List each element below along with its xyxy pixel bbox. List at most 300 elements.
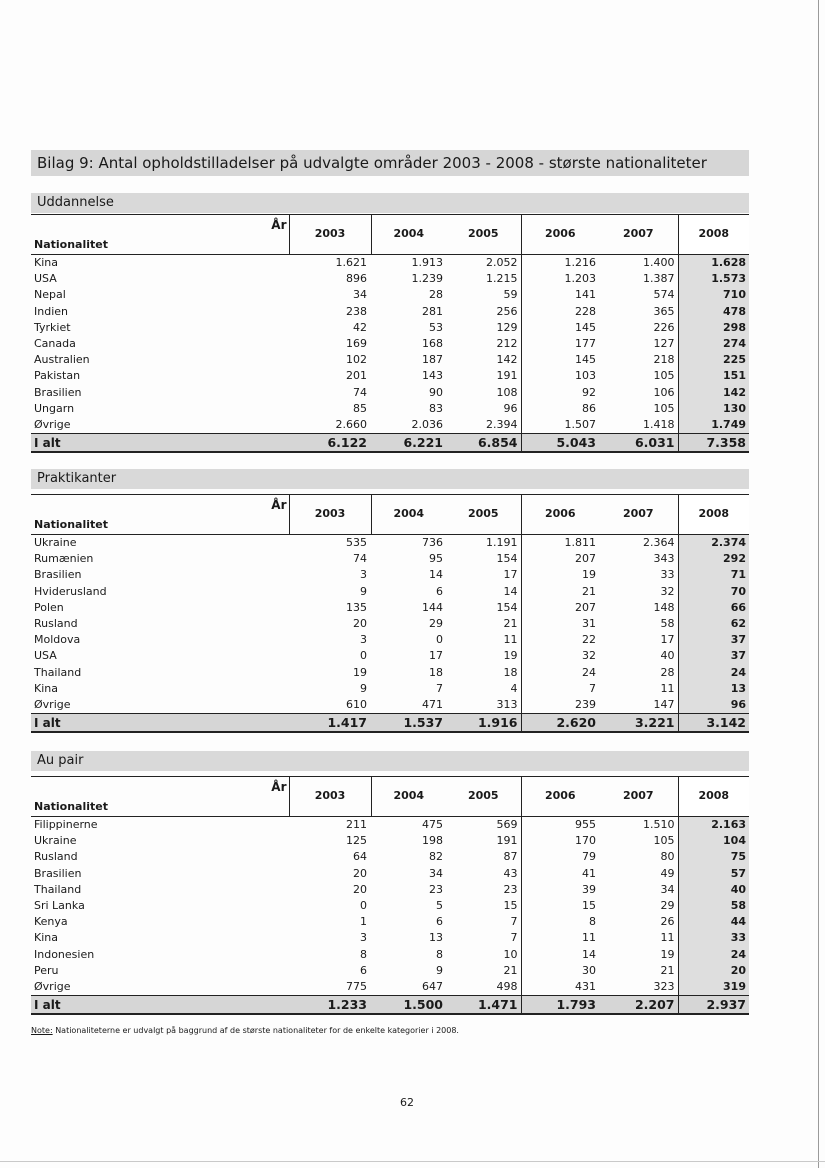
- value-2003: 74: [353, 385, 367, 399]
- value-2008: 151: [678, 368, 749, 384]
- header-year-2007: 2007: [599, 777, 678, 817]
- value-2003: 20: [353, 617, 367, 631]
- value-2007: 1.510: [599, 817, 678, 834]
- value-2006: 207: [575, 552, 596, 566]
- value-2005: 569: [446, 817, 521, 834]
- value-2005: 21: [446, 616, 521, 632]
- value-2005: 6.854: [446, 434, 521, 453]
- header-year-label: År: [271, 218, 287, 232]
- value-2008: 478: [678, 304, 749, 320]
- table-row: [31, 681, 749, 697]
- value-2005: 1.916: [446, 714, 521, 733]
- nationality-name: Øvrige: [34, 980, 71, 994]
- value-2004: 1.239: [411, 272, 443, 286]
- value-2003: 1.621: [335, 256, 367, 269]
- value-2005: 96: [446, 401, 521, 417]
- value-2006: 1.216: [564, 256, 596, 269]
- value-2008: 44: [678, 914, 749, 930]
- nationality-name: Øvrige: [34, 698, 71, 712]
- value-2008: 2.163: [678, 817, 749, 834]
- value-2003: 610: [346, 698, 367, 712]
- table-uddannelse: [31, 214, 749, 453]
- value-2003: 1.233: [289, 996, 371, 1015]
- value-2005: 18: [446, 665, 521, 681]
- total-label: I alt: [31, 434, 289, 453]
- value-2003: 85: [353, 401, 367, 415]
- value-2006: 228: [575, 304, 596, 318]
- value-2004: 7: [436, 681, 443, 695]
- value-2004: 29: [429, 617, 443, 631]
- nationality-name: Brasilien: [34, 866, 82, 880]
- value-2006: 19: [582, 568, 596, 582]
- value-2003: 74: [353, 552, 367, 566]
- value-2007: 226: [599, 320, 678, 336]
- value-2005: 59: [446, 287, 521, 303]
- value-2005: 7: [446, 914, 521, 930]
- value-2006: 32: [582, 649, 596, 663]
- value-2006: 177: [575, 337, 596, 351]
- nationality-name: Thailand: [34, 882, 82, 896]
- header-year-2007: 2007: [599, 215, 678, 255]
- total-row: [31, 434, 749, 453]
- table-row: [31, 417, 749, 434]
- header-year-2007: 2007: [599, 495, 678, 535]
- value-2003: 775: [346, 980, 367, 994]
- table-row: [31, 947, 749, 963]
- value-2008: 710: [678, 287, 749, 303]
- value-2007: 6.031: [599, 434, 678, 453]
- value-2004: 144: [422, 600, 443, 614]
- header-year-label: År: [271, 498, 287, 512]
- header-year-2006: 2006: [521, 215, 599, 255]
- value-2008: 71: [678, 567, 749, 583]
- value-2007: 21: [599, 963, 678, 979]
- value-2003: 42: [353, 320, 367, 334]
- value-2004: 1.500: [371, 996, 446, 1015]
- value-2003: 201: [346, 369, 367, 383]
- nationality-name: Canada: [34, 337, 76, 351]
- table-row: [31, 551, 749, 567]
- table-row: [31, 535, 749, 552]
- value-2008: 225: [678, 352, 749, 368]
- header-year-2005: 2005: [446, 215, 521, 255]
- value-2003: 1: [360, 915, 367, 929]
- value-2007: 127: [599, 336, 678, 352]
- value-2006: 86: [582, 401, 596, 415]
- value-2004: 647: [422, 980, 443, 994]
- value-2006: 15: [582, 899, 596, 913]
- value-2003: 135: [346, 600, 367, 614]
- header-year-label: År: [271, 780, 287, 794]
- value-2005: 21: [446, 963, 521, 979]
- value-2008: 96: [678, 697, 749, 714]
- header-year-2008: 2008: [678, 777, 749, 817]
- value-2007: 1.387: [599, 271, 678, 287]
- value-2007: 28: [599, 665, 678, 681]
- value-2005: 43: [446, 866, 521, 882]
- value-2005: 2.052: [446, 255, 521, 272]
- value-2008: 298: [678, 320, 749, 336]
- nationality-name: Brasilien: [34, 568, 82, 582]
- table-row: [31, 616, 749, 632]
- table-row: [31, 665, 749, 681]
- nationality-name: Rumænien: [34, 552, 94, 566]
- value-2005: 256: [446, 304, 521, 320]
- value-2007: 105: [599, 833, 678, 849]
- nationality-name: Brasilien: [34, 385, 82, 399]
- header-nationality: [31, 495, 289, 535]
- value-2005: 1.191: [446, 535, 521, 552]
- value-2006: 431: [575, 980, 596, 994]
- value-2005: 154: [446, 551, 521, 567]
- table-row: [31, 914, 749, 930]
- nationality-name: Rusland: [34, 617, 78, 631]
- value-2004: 198: [422, 834, 443, 848]
- value-2008: 37: [678, 648, 749, 664]
- value-2005: 313: [446, 697, 521, 714]
- table-row: [31, 304, 749, 320]
- nationality-name: USA: [34, 272, 57, 286]
- value-2006: 30: [582, 963, 596, 977]
- value-2004: 23: [429, 882, 443, 896]
- header-year-2003: 2003: [289, 495, 371, 535]
- value-2007: 106: [599, 385, 678, 401]
- table-row: [31, 882, 749, 898]
- page-edge-line: [818, 0, 819, 1168]
- value-2007: 323: [599, 979, 678, 996]
- value-2008: 104: [678, 833, 749, 849]
- value-2004: 28: [429, 288, 443, 302]
- nationality-name: Kina: [34, 256, 58, 269]
- value-2008: 13: [678, 681, 749, 697]
- table-row: [31, 866, 749, 882]
- value-2005: 4: [446, 681, 521, 697]
- value-2008: 274: [678, 336, 749, 352]
- value-2005: 17: [446, 567, 521, 583]
- header-nationality-label: Nationalitet: [34, 517, 108, 531]
- nationality-name: Kina: [34, 681, 58, 695]
- value-2003: 8: [360, 947, 367, 961]
- value-2007: 365: [599, 304, 678, 320]
- value-2007: 58: [599, 616, 678, 632]
- table-row: [31, 930, 749, 946]
- table-praktikanter: [31, 494, 749, 733]
- header-year-2005: 2005: [446, 777, 521, 817]
- header-year-2004: 2004: [371, 215, 446, 255]
- value-2006: 24: [582, 665, 596, 679]
- table-row: [31, 648, 749, 664]
- value-2003: 0: [360, 649, 367, 663]
- value-2004: 475: [422, 818, 443, 831]
- value-2007: 11: [599, 681, 678, 697]
- value-2003: 6.122: [289, 434, 371, 453]
- nationality-name: Polen: [34, 600, 64, 614]
- value-2007: 1.400: [599, 255, 678, 272]
- value-2004: 18: [429, 665, 443, 679]
- nationality-name: Rusland: [34, 850, 78, 864]
- value-2007: 40: [599, 648, 678, 664]
- nationality-name: Ungarn: [34, 401, 75, 415]
- value-2005: 129: [446, 320, 521, 336]
- value-2004: 1.537: [371, 714, 446, 733]
- value-2007: 29: [599, 898, 678, 914]
- page-number: 62: [400, 1096, 414, 1109]
- value-2006: 145: [575, 320, 596, 334]
- value-2007: 34: [599, 882, 678, 898]
- table-row: [31, 287, 749, 303]
- section-heading-uddannelse: Uddannelse: [31, 193, 749, 213]
- header-year-2003: 2003: [289, 777, 371, 817]
- value-2003: 3: [360, 931, 367, 945]
- value-2008: 7.358: [678, 434, 749, 453]
- value-2007: 19: [599, 947, 678, 963]
- table-au-pair: [31, 776, 749, 1015]
- nationality-name: Tyrkiet: [34, 320, 71, 334]
- value-2005: 212: [446, 336, 521, 352]
- value-2008: 319: [678, 979, 749, 996]
- value-2008: 62: [678, 616, 749, 632]
- header-year-2003: 2003: [289, 215, 371, 255]
- value-2005: 142: [446, 352, 521, 368]
- value-2004: 187: [422, 353, 443, 367]
- value-2003: 169: [346, 337, 367, 351]
- value-2004: 82: [429, 850, 443, 864]
- value-2004: 34: [429, 866, 443, 880]
- value-2004: 2.036: [411, 418, 443, 432]
- table-row: [31, 401, 749, 417]
- value-2005: 1.471: [446, 996, 521, 1015]
- table-row: [31, 320, 749, 336]
- value-2003: 9: [360, 584, 367, 598]
- value-2006: 41: [582, 866, 596, 880]
- value-2006: 207: [575, 600, 596, 614]
- value-2007: 2.364: [599, 535, 678, 552]
- value-2006: 11: [582, 931, 596, 945]
- value-2004: 6: [436, 584, 443, 598]
- total-row: [31, 996, 749, 1015]
- value-2005: 19: [446, 648, 521, 664]
- value-2008: 2.374: [678, 535, 749, 552]
- value-2003: 238: [346, 304, 367, 318]
- table-row: [31, 817, 749, 834]
- header-year-2008: 2008: [678, 495, 749, 535]
- section-heading-au-pair: Au pair: [31, 751, 749, 771]
- nationality-name: Moldova: [34, 633, 81, 647]
- value-2006: 1.507: [564, 418, 596, 432]
- value-2004: 281: [422, 304, 443, 318]
- value-2006: 1.203: [564, 272, 596, 286]
- value-2006: 14: [582, 947, 596, 961]
- value-2004: 53: [429, 320, 443, 334]
- value-2003: 20: [353, 866, 367, 880]
- header-year-2006: 2006: [521, 495, 599, 535]
- value-2008: 1.573: [678, 271, 749, 287]
- value-2003: 211: [346, 818, 367, 831]
- value-2005: 2.394: [446, 417, 521, 434]
- value-2006: 31: [582, 617, 596, 631]
- nationality-name: Kina: [34, 931, 58, 945]
- header-nationality: [31, 215, 289, 255]
- value-2003: 0: [360, 899, 367, 913]
- nationality-name: Sri Lanka: [34, 899, 85, 913]
- value-2003: 20: [353, 882, 367, 896]
- value-2008: 58: [678, 898, 749, 914]
- nationality-name: Hviderusland: [34, 584, 107, 598]
- value-2004: 95: [429, 552, 443, 566]
- value-2008: 20: [678, 963, 749, 979]
- table-row: [31, 632, 749, 648]
- table-row: [31, 567, 749, 583]
- value-2008: 130: [678, 401, 749, 417]
- value-2008: 24: [678, 947, 749, 963]
- page-title: Bilag 9: Antal opholdstilladelser på udvalgte områder 2003 - 2008 - største nationaliteter: [31, 150, 749, 176]
- value-2005: 87: [446, 849, 521, 865]
- value-2004: 8: [436, 947, 443, 961]
- table-row: [31, 271, 749, 287]
- value-2007: 49: [599, 866, 678, 882]
- value-2006: 21: [582, 584, 596, 598]
- value-2006: 2.620: [521, 714, 599, 733]
- value-2003: 1.417: [289, 714, 371, 733]
- value-2003: 3: [360, 568, 367, 582]
- value-2006: 170: [575, 834, 596, 848]
- table-row: [31, 600, 749, 616]
- total-row: [31, 714, 749, 733]
- nationality-name: Indonesien: [34, 947, 95, 961]
- footnote-label: Note:: [31, 1026, 53, 1035]
- value-2008: 75: [678, 849, 749, 865]
- page-bottom-line: [0, 1161, 825, 1162]
- nationality-name: USA: [34, 649, 57, 663]
- table-row: [31, 898, 749, 914]
- value-2007: 574: [599, 287, 678, 303]
- value-2004: 6.221: [371, 434, 446, 453]
- value-2008: 1.628: [678, 255, 749, 272]
- value-2004: 83: [429, 401, 443, 415]
- value-2006: 7: [589, 681, 596, 695]
- value-2004: 5: [436, 899, 443, 913]
- table-row: [31, 336, 749, 352]
- value-2003: 102: [346, 353, 367, 367]
- value-2006: 22: [582, 633, 596, 647]
- header-nationality: [31, 777, 289, 817]
- header-year-2005: 2005: [446, 495, 521, 535]
- value-2005: 7: [446, 930, 521, 946]
- table-row: [31, 979, 749, 996]
- value-2008: 40: [678, 882, 749, 898]
- value-2006: 1.793: [521, 996, 599, 1015]
- nationality-name: Kenya: [34, 915, 68, 929]
- table-row: [31, 833, 749, 849]
- value-2008: 292: [678, 551, 749, 567]
- value-2005: 23: [446, 882, 521, 898]
- table-row: [31, 697, 749, 714]
- nationality-name: Pakistan: [34, 369, 81, 383]
- value-2004: 9: [436, 963, 443, 977]
- value-2007: 26: [599, 914, 678, 930]
- header-year-2006: 2006: [521, 777, 599, 817]
- value-2005: 10: [446, 947, 521, 963]
- value-2003: 9: [360, 681, 367, 695]
- header-year-2004: 2004: [371, 777, 446, 817]
- value-2006: 141: [575, 288, 596, 302]
- nationality-name: Thailand: [34, 665, 82, 679]
- value-2005: 154: [446, 600, 521, 616]
- value-2008: 2.937: [678, 996, 749, 1015]
- value-2008: 142: [678, 385, 749, 401]
- value-2007: 147: [599, 697, 678, 714]
- value-2006: 145: [575, 353, 596, 367]
- value-2004: 6: [436, 915, 443, 929]
- nationality-name: Filippinerne: [34, 818, 98, 831]
- value-2007: 11: [599, 930, 678, 946]
- value-2006: 1.811: [564, 536, 596, 549]
- value-2008: 66: [678, 600, 749, 616]
- table-row: [31, 849, 749, 865]
- value-2005: 108: [446, 385, 521, 401]
- nationality-name: Indien: [34, 304, 68, 318]
- value-2007: 148: [599, 600, 678, 616]
- value-2004: 471: [422, 698, 443, 712]
- value-2006: 5.043: [521, 434, 599, 453]
- value-2007: 105: [599, 401, 678, 417]
- value-2003: 3: [360, 633, 367, 647]
- value-2007: 80: [599, 849, 678, 865]
- header-year-2004: 2004: [371, 495, 446, 535]
- value-2008: 24: [678, 665, 749, 681]
- header-year-2008: 2008: [678, 215, 749, 255]
- value-2003: 2.660: [335, 418, 367, 432]
- value-2003: 64: [353, 850, 367, 864]
- total-label: I alt: [31, 714, 289, 733]
- table-row: [31, 963, 749, 979]
- value-2004: 90: [429, 385, 443, 399]
- footnote: [31, 1026, 459, 1035]
- value-2006: 39: [582, 882, 596, 896]
- value-2007: 3.221: [599, 714, 678, 733]
- value-2004: 0: [436, 633, 443, 647]
- value-2007: 32: [599, 584, 678, 600]
- value-2004: 17: [429, 649, 443, 663]
- value-2008: 1.749: [678, 417, 749, 434]
- value-2005: 15: [446, 898, 521, 914]
- nationality-name: Peru: [34, 963, 59, 977]
- nationality-name: Australien: [34, 353, 90, 367]
- value-2003: 125: [346, 834, 367, 848]
- total-label: I alt: [31, 996, 289, 1015]
- value-2007: 17: [599, 632, 678, 648]
- value-2007: 33: [599, 567, 678, 583]
- section-heading-praktikanter: Praktikanter: [31, 469, 749, 489]
- nationality-name: Nepal: [34, 288, 66, 302]
- value-2003: 34: [353, 288, 367, 302]
- table-row: [31, 352, 749, 368]
- value-2006: 955: [575, 818, 596, 831]
- value-2007: 105: [599, 368, 678, 384]
- header-nationality-label: Nationalitet: [34, 799, 108, 813]
- value-2004: 143: [422, 369, 443, 383]
- value-2006: 8: [589, 915, 596, 929]
- value-2004: 168: [422, 337, 443, 351]
- value-2008: 70: [678, 584, 749, 600]
- value-2004: 14: [429, 568, 443, 582]
- value-2005: 1.215: [446, 271, 521, 287]
- value-2008: 57: [678, 866, 749, 882]
- value-2006: 103: [575, 369, 596, 383]
- value-2007: 343: [599, 551, 678, 567]
- value-2003: 6: [360, 963, 367, 977]
- footnote-text: Nationaliteterne er udvalgt på baggrund af de største nationaliteter for de enkelte kategorier i 2008.: [55, 1026, 459, 1035]
